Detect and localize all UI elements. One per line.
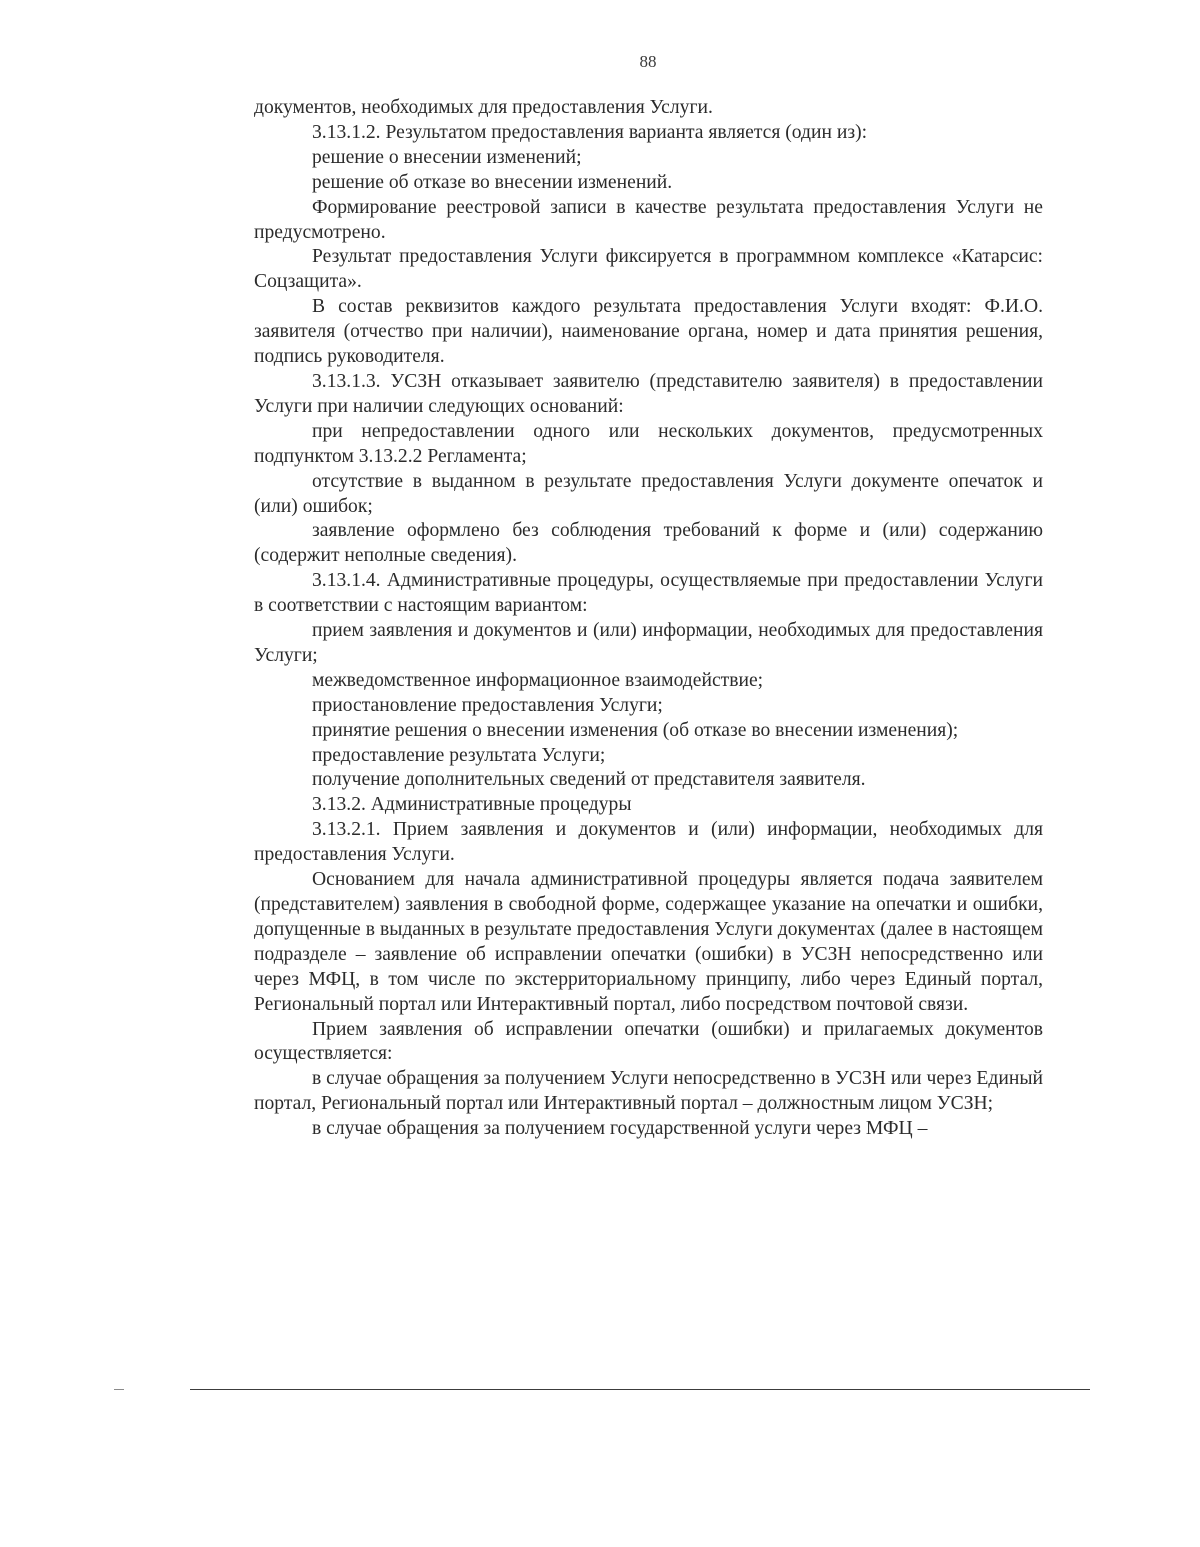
- list-item: межведомственное информационное взаимодействие;: [312, 669, 764, 691]
- list-item: предоставление результата Услуги;: [312, 744, 606, 766]
- paragraph: 3.13.1.3. УСЗН отказывает заявителю (представителю заявителя) в предоставлении Услуги при наличии следующих оснований:: [254, 370, 1043, 417]
- list-item: получение дополнительных сведений от представителя заявителя.: [312, 769, 866, 791]
- list-item: приостановление предоставления Услуги;: [312, 694, 663, 716]
- paragraph: Прием заявления об исправлении опечатки (ошибки) и прилагаемых документов осуществляется:: [254, 1018, 1043, 1065]
- list-item: в случае обращения за получением Услуги непосредственно в УСЗН или через Единый портал, Региональный портал или Интерактивный портал – должностным лицом УСЗН;: [254, 1068, 1043, 1115]
- paragraph: Формирование реестровой записи в качестве результата предоставления Услуги не предусмотрено.: [254, 196, 1043, 243]
- paragraph: 3.13.2.1. Прием заявления и документов и (или) информации, необходимых для предоставления Услуги.: [254, 819, 1043, 866]
- list-item: прием заявления и документов и (или) информации, необходимых для предоставления Услуги;: [254, 620, 1043, 666]
- section-heading: 3.13.2. Административные процедуры: [312, 794, 632, 816]
- paragraph: В состав реквизитов каждого результата предоставления Услуги входят: Ф.И.О. заявителя (отчество при наличии), наименование органа, номер и дата принятия решения, подпись руководителя.: [254, 296, 1043, 368]
- list-item: при непредоставлении одного или нескольких документов, предусмотренных подпунктом 3.13.2.2 Регламента;: [254, 420, 1043, 467]
- bottom-rule: [190, 1389, 1090, 1390]
- paragraph: документов, необходимых для предоставления Услуги.: [254, 97, 713, 118]
- scan-mark: [114, 1389, 124, 1390]
- page-number: 88: [639, 52, 657, 71]
- list-item: заявление оформлено без соблюдения требований к форме и (или) содержанию (содержит неполные сведения).: [254, 520, 1043, 567]
- list-item: решение об отказе во внесении изменений.: [312, 171, 673, 193]
- paragraph: 3.13.1.2. Результатом предоставления варианта является (один из):: [312, 121, 868, 143]
- list-item: решение о внесении изменений;: [312, 146, 582, 168]
- paragraph: Основанием для начала административной процедуры является подача заявителем (представителем) заявления в свободной форме, содержащее указание на опечатки и ошибки, допущенные в выданных в результате предоставления Услуги документах (далее в настоящем подразделе – заявление об исправлении опечатки (ошибки) в УСЗН непосредственно или через МФЦ, в том числе по экстерриториальному принципу, либо через Единый портал, Региональный портал или Интерактивный портал, либо посредством почтовой связи.: [254, 869, 1043, 1015]
- document-body: [254, 96, 1043, 1142]
- list-item: в случае обращения за получением государственной услуги через МФЦ –: [312, 1118, 928, 1140]
- list-item: отсутствие в выданном в результате предоставления Услуги документе опечаток и (или) ошибок;: [254, 470, 1043, 517]
- list-item: принятие решения о внесении изменения (об отказе во внесении изменения);: [312, 719, 959, 741]
- paragraph: 3.13.1.4. Административные процедуры, осуществляемые при предоставлении Услуги в соответствии с настоящим вариантом:: [254, 570, 1043, 617]
- paragraph: Результат предоставления Услуги фиксируется в программном комплексе «Катарсис: Соцзащита».: [254, 246, 1043, 293]
